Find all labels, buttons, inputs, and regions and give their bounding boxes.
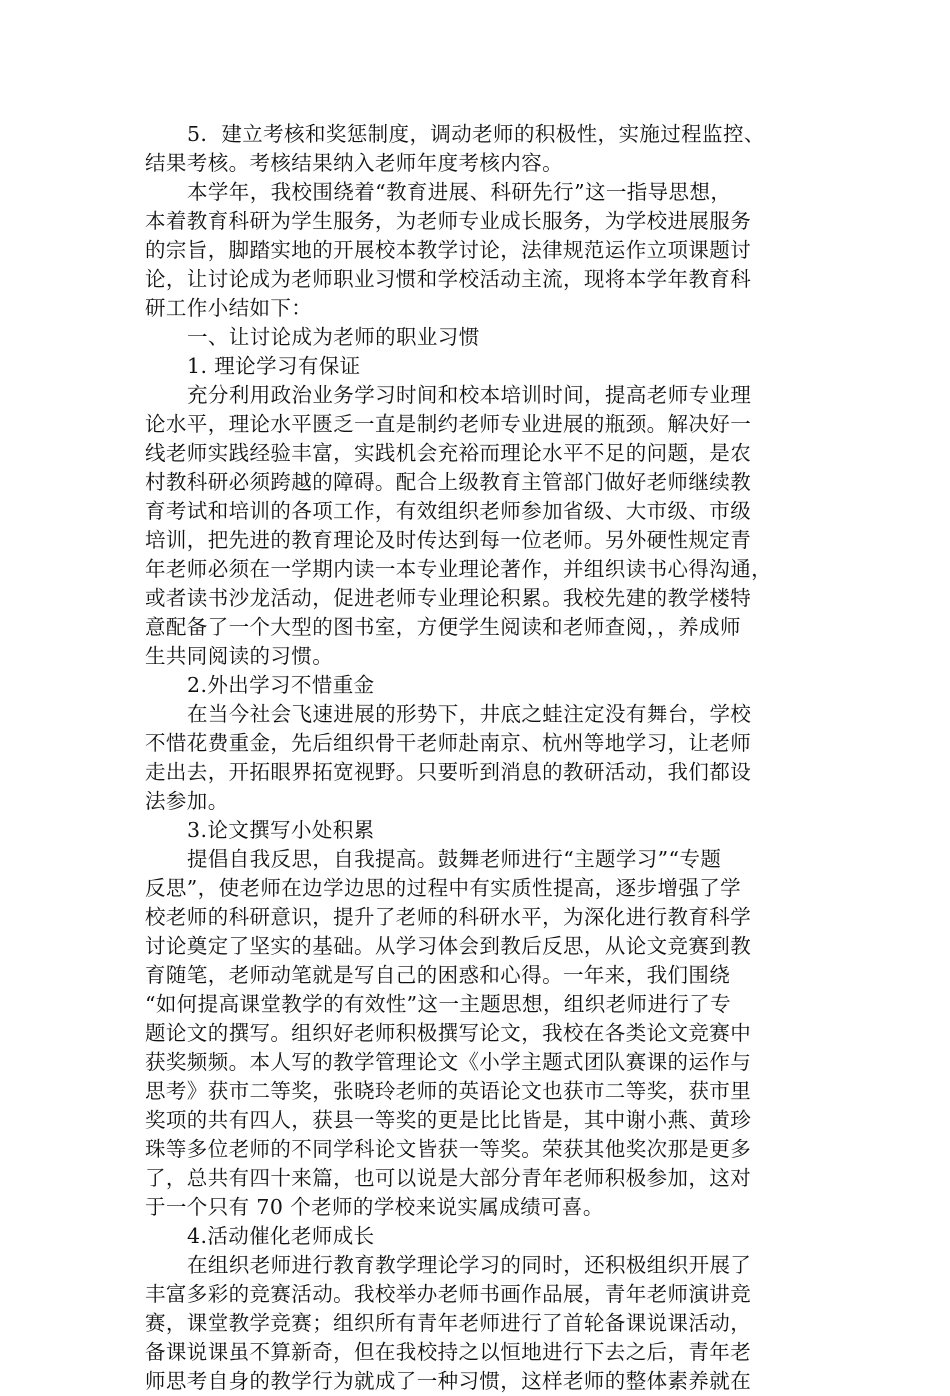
text-line: 本着教育科研为学生服务，为老师专业成长服务，为学校进展服务: [145, 209, 752, 233]
text-line: 师思考自身的教学行为就成了一种习惯，这样老师的整体素养就在: [145, 1369, 752, 1393]
text-line: 在当今社会飞速进展的形势下，井底之蛙注定没有舞台，学校: [187, 702, 752, 726]
text-line: 2.外出学习不惜重金: [187, 673, 375, 697]
text-line: 5．建立考核和奖惩制度，调动老师的积极性，实施过程监控、: [187, 122, 765, 146]
text-line: 4.活动催化老师成长: [187, 1224, 375, 1248]
text-line: 1. 理论学习有保证: [187, 354, 361, 378]
text-line: 题论文的撰写。组织好老师积极撰写论文，我校在各类论文竞赛中: [145, 1021, 752, 1045]
text-line: 赛，课堂教学竞赛；组织所有青年老师进行了首轮备课说课活动，: [145, 1311, 752, 1335]
text-line: 法参加。: [145, 789, 229, 813]
text-line: 育考试和培训的各项工作，有效组织老师参加省级、大市级、市级: [145, 499, 752, 523]
text-line: 论水平，理论水平匮乏一直是制约老师专业进展的瓶颈。解决好一: [145, 412, 752, 436]
text-line: 于一个只有 70 个老师的学校来说实属成绩可喜。: [145, 1195, 604, 1219]
text-line: 论，让讨论成为老师职业习惯和学校活动主流，现将本学年教育科: [145, 267, 752, 291]
text-line: 备课说课虽不算新奇，但在我校持之以恒地进行下去之后，青年老: [145, 1340, 752, 1364]
text-line: 结果考核。考核结果纳入老师年度考核内容。: [145, 151, 563, 175]
text-line: 一、让讨论成为老师的职业习惯: [187, 325, 480, 349]
text-line: 提倡自我反思，自我提高。鼓舞老师进行“主题学习”“专题: [187, 847, 722, 871]
text-line: 的宗旨，脚踏实地的开展校本教学讨论，法律规范运作立项课题讨: [145, 238, 752, 262]
text-line: 丰富多彩的竞赛活动。我校举办老师书画作品展，青年老师演讲竞: [145, 1282, 752, 1306]
text-line: 在组织老师进行教育教学理论学习的同时，还积极组织开展了: [187, 1253, 752, 1277]
text-line: 获奖频频。本人写的教学管理论文《小学主题式团队赛课的运作与: [145, 1050, 752, 1074]
text-line: 线老师实践经验丰富，实践机会充裕而理论水平不足的问题，是农: [145, 441, 752, 465]
document-body: [145, 120, 810, 1396]
text-line: 校老师的科研意识，提升了老师的科研水平，为深化进行教育科学: [145, 905, 752, 929]
text-line: 本学年，我校围绕着“教育进展、科研先行”这一指导思想，: [187, 180, 732, 204]
text-line: 研工作小结如下：: [145, 296, 313, 320]
text-line: 培训，把先进的教育理论及时传达到每一位老师。另外硬性规定青: [145, 528, 752, 552]
text-line: 讨论奠定了坚实的基础。从学习体会到教后反思，从论文竞赛到教: [145, 934, 752, 958]
text-line: 不惜花费重金，先后组织骨干老师赴南京、杭州等地学习，让老师: [145, 731, 752, 755]
text-line: 3.论文撰写小处积累: [187, 818, 375, 842]
text-line: “如何提高课堂教学的有效性”这一主题思想，组织老师进行了专: [145, 992, 732, 1016]
text-line: 奖项的共有四人，获县一等奖的更是比比皆是，其中谢小燕、黄珍: [145, 1108, 752, 1132]
text-line: 走出去，开拓眼界拓宽视野。只要听到消息的教研活动，我们都设: [145, 760, 752, 784]
text-line: 育随笔，老师动笔就是写自己的困惑和心得。一年来，我们围绕: [145, 963, 731, 987]
text-line: 思考》获市二等奖，张晓玲老师的英语论文也获市二等奖，获市里: [145, 1079, 752, 1103]
text-line: 或者读书沙龙活动，促进老师专业理论积累。我校先建的教学楼特: [145, 586, 752, 610]
text-line: 意配备了一个大型的图书室，方便学生阅读和老师查阅，，养成师: [145, 615, 741, 639]
text-line: 充分利用政治业务学习时间和校本培训时间，提高老师专业理: [187, 383, 752, 407]
text-line: 了，总共有四十来篇，也可以说是大部分青年老师积极参加，这对: [145, 1166, 752, 1190]
text-line: 珠等多位老师的不同学科论文皆获一等奖。荣获其他奖次那是更多: [145, 1137, 752, 1161]
text-line: 年老师必须在一学期内读一本专业理论著作，并组织读书心得沟通，: [145, 557, 772, 581]
text-line: 村教科研必须跨越的障碍。配合上级教育主管部门做好老师继续教: [145, 470, 752, 494]
text-line: 生共同阅读的习惯。: [145, 644, 334, 668]
text-line: 反思”，使老师在边学边思的过程中有实质性提高，逐步增强了学: [145, 876, 742, 900]
